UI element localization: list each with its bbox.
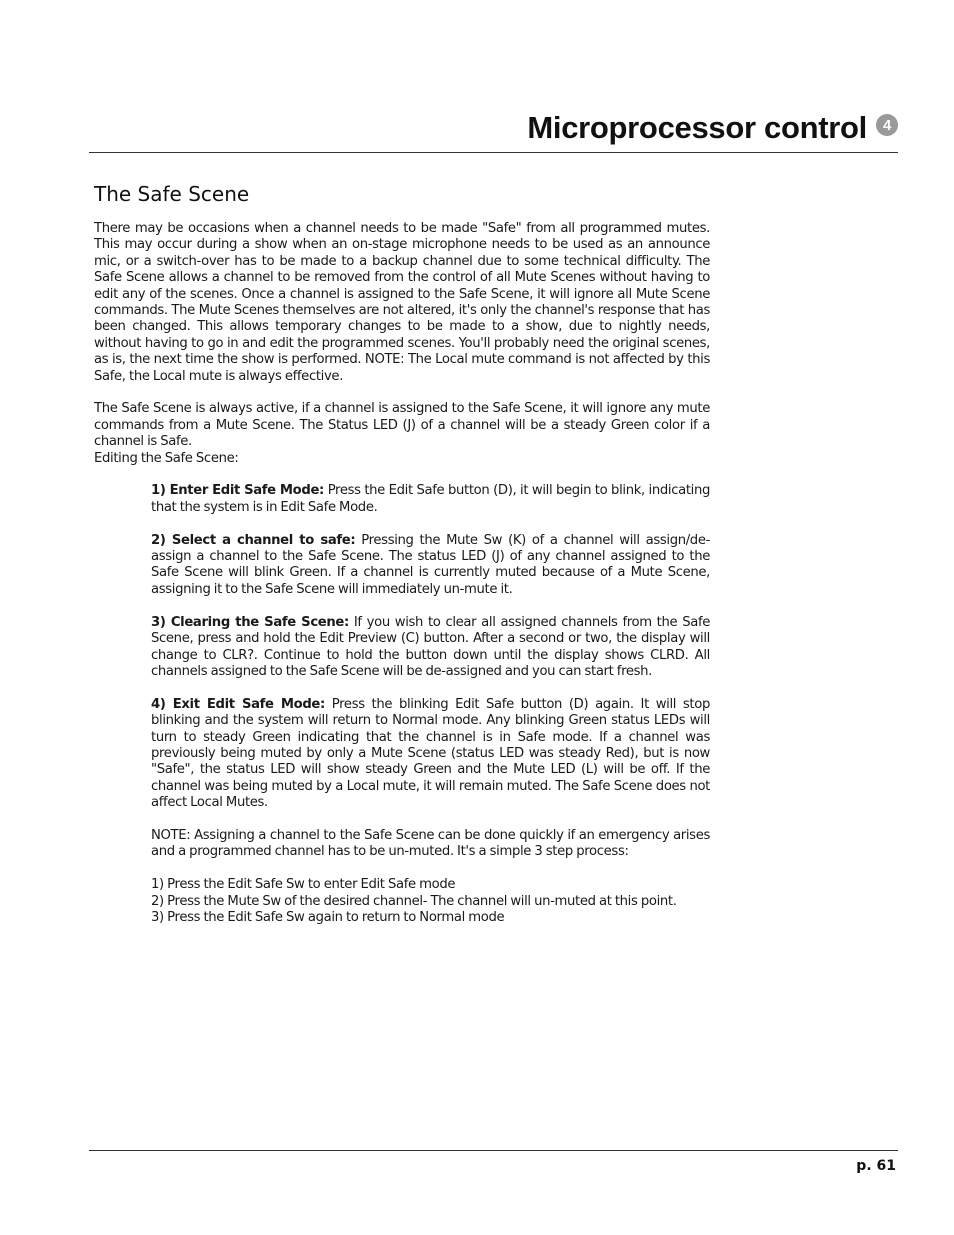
quick-step-item: 3) Press the Edit Safe Sw again to return to Normal mode: [151, 909, 505, 925]
step-label: 2) Select a channel to safe:: [151, 532, 356, 548]
page-number: p. 61: [856, 1158, 896, 1174]
section-title: The Safe Scene: [94, 182, 250, 206]
step-label: 4) Exit Edit Safe Mode:: [151, 696, 325, 712]
editing-label: Editing the Safe Scene:: [94, 450, 239, 466]
quick-step-item: 2) Press the Mute Sw of the desired channel- The channel will un-muted at this point.: [151, 893, 677, 909]
step-text: Press the blinking Edit Safe button (D) again. It will stop blinking and the system will return to Normal mode. Any blinking Green status LEDs will turn to steady Green indicating that the channel is in Safe mode. If a channel was previously being muted by only a Mute Scene (status LED was steady Red), but is now "Safe", the status LED will show steady Green and the Mute LED (L) will be off. If the channel was being muted by a Local mute, it will remain muted. The Safe Scene does not affect Local Mutes.: [151, 696, 710, 811]
page-header: [527, 110, 898, 146]
step-item: [151, 697, 710, 812]
step-item: [151, 483, 710, 516]
step-text: Pressing the Mute Sw (K) of a channel will assign/de-assign a channel to the Safe Scene. The status LED (J) of any channel assigned to the Safe Scene will blink Green. If a channel is currently muted because of a Mute Scene, assigning it to the Safe Scene will immediately un-mute it.: [151, 532, 711, 597]
quick-steps-list: [151, 877, 710, 926]
chapter-title: Microprocessor control: [527, 110, 867, 145]
step-label: 1) Enter Edit Safe Mode:: [151, 483, 324, 499]
footer-divider: [89, 1150, 898, 1151]
step-item: [151, 615, 710, 681]
active-paragraph: The Safe Scene is always active, if a channel is assigned to the Safe Scene, it will ignore any mute commands from a Mute Scene. The Status LED (J) of a channel will be a steady Green color if a channel is Safe.: [94, 401, 710, 450]
steps-list: [151, 483, 710, 926]
quick-step-item: 1) Press the Edit Safe Sw to enter Edit Safe mode: [151, 877, 456, 893]
chapter-number-badge: 4: [876, 114, 898, 136]
step-text: If you wish to clear all assigned channels from the Safe Scene, press and hold the Edit Preview (C) button. After a second or two, the display will change to CLR?. Continue to hold the button down until the display shows CLRD. All channels assigned to the Safe Scene will be de-assigned and you can start fresh.: [151, 614, 711, 679]
step-text: Press the Edit Safe button (D), it will begin to blink, indicating that the system is in Edit Safe Mode.: [151, 483, 711, 515]
step-item: [151, 533, 710, 599]
step-label: 3) Clearing the Safe Scene:: [151, 614, 349, 630]
main-content: [94, 221, 710, 926]
header-divider: [89, 152, 898, 153]
note-paragraph: NOTE: Assigning a channel to the Safe Scene can be done quickly if an emergency arises and a programmed channel has to be un-muted. It's a simple 3 step process:: [151, 827, 710, 860]
intro-paragraph: There may be occasions when a channel needs to be made "Safe" from all programmed mutes. This may occur during a show when an on-stage microphone needs to be used as an announce mic, or a switch-over has to be made to a backup channel due to some technical difficulty. The Safe Scene allows a channel to be removed from the control of all Mute Scenes without having to edit any of the scenes. Once a channel is assigned to the Safe Scene, it will ignore all Mute Scene commands. The Mute Scenes themselves are not altered, it's only the channel's response that has been changed. This allows temporary changes to be made to a show, due to nightly needs, without having to go in and edit the programmed scenes. You'll probably need the original scenes, as is, the next time the show is performed. NOTE: The Local mute command is not affected by this Safe, the Local mute is always effective.: [94, 221, 710, 384]
